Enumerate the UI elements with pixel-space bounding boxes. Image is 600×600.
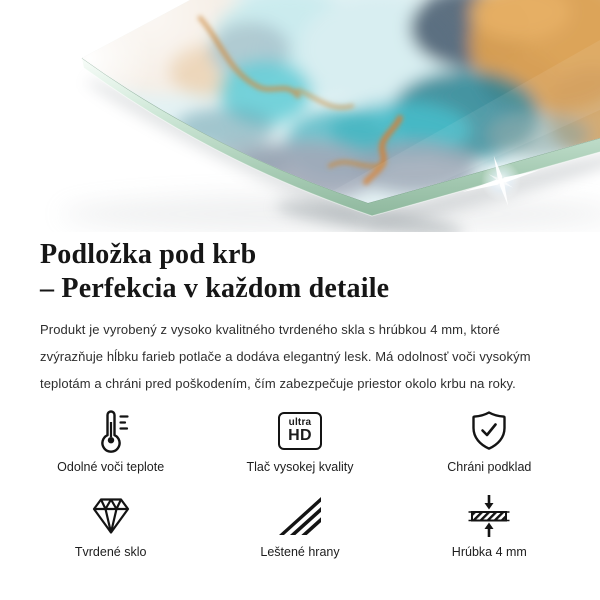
feature-label: Leštené hrany xyxy=(260,545,340,559)
feature-tempered-glass xyxy=(16,492,205,559)
feature-thickness xyxy=(395,492,584,559)
ultra-hd-icon-text-bottom: HD xyxy=(288,427,312,444)
feature-label: Hrúbka 4 mm xyxy=(451,545,527,559)
content-section xyxy=(0,232,600,559)
feature-label: Odolné voči teplote xyxy=(57,460,165,474)
ultra-hd-icon-text-top: ultra xyxy=(288,417,312,428)
feature-label: Tlač vysokej kvality xyxy=(246,460,354,474)
thickness-icon xyxy=(465,492,513,540)
diamond-icon xyxy=(87,492,135,540)
product-description: Produkt je vyrobený z vysoko kvalitného tvrdeného skla s hrúbkou 4 mm, ktoré zvýrazňuje hĺbku farieb potlače a dodáva elegantný lesk. Má odolnosť voči vysokým teplotám a chráni pred poškodením, čím zabezpečuje priestor okolo krbu na roky. xyxy=(40,322,531,391)
thermometer-icon xyxy=(87,407,135,455)
feature-label: Chráni podklad xyxy=(447,460,532,474)
title-line-1: Podložka pod krb xyxy=(40,239,257,270)
shield-check-icon xyxy=(465,407,513,455)
feature-protects-base xyxy=(395,407,584,474)
feature-label: Tvrdené sklo xyxy=(74,545,147,559)
polished-edges-icon xyxy=(276,492,324,540)
features-grid xyxy=(16,407,584,559)
feature-print-quality xyxy=(205,407,394,474)
glass-panel-illustration xyxy=(0,0,600,232)
feature-heat-resistant xyxy=(16,407,205,474)
hero-product-image xyxy=(0,0,600,232)
feature-polished-edges xyxy=(205,492,394,559)
ultra-hd-icon xyxy=(278,407,322,455)
page-title xyxy=(40,238,600,306)
title-line-2: – Perfekcia v každom detaile xyxy=(40,273,390,304)
